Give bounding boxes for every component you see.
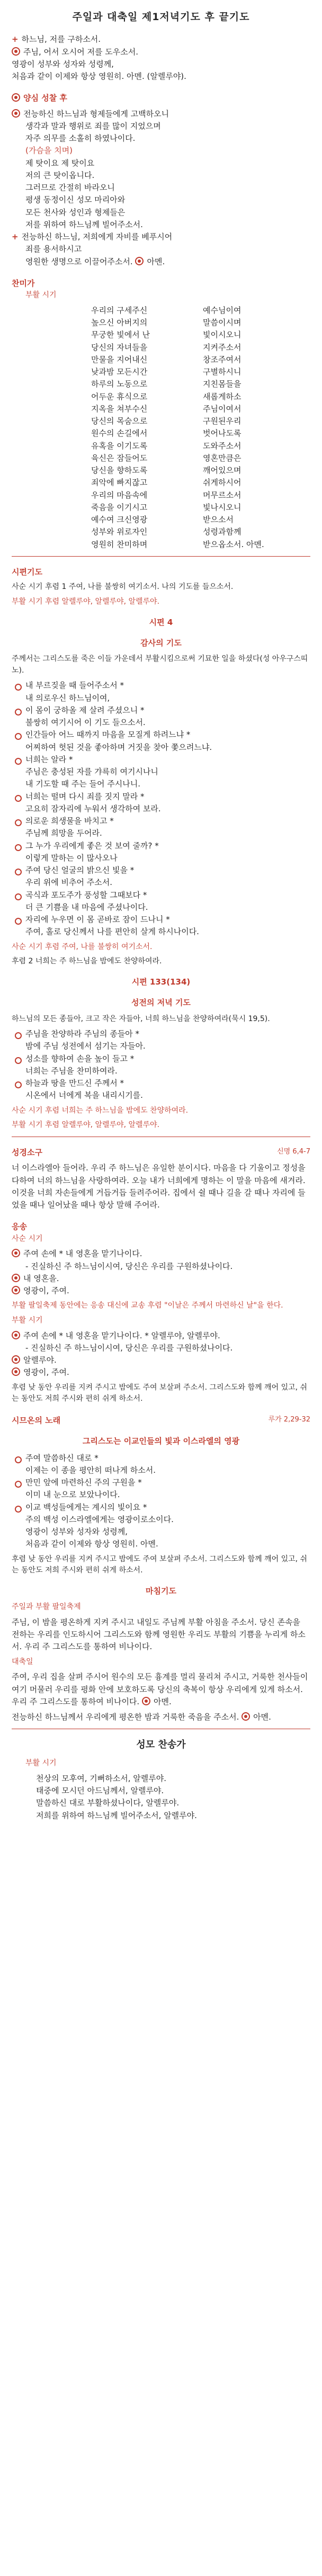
- reading-ref: 신명 6,4-7: [277, 1148, 310, 1156]
- response-icon: [241, 1712, 250, 1721]
- responsory-line: 주여 손에 * 내 영혼을 맡기나이다.: [12, 1248, 310, 1260]
- responsory-line: - 진실하신 주 하느님이시여, 당신은 우리를 구원하셨나이다.: [25, 1261, 233, 1271]
- hymn-line-b: 창조주여서: [203, 354, 241, 364]
- confession-line: 생각과 말과 행위로 죄를 많이 지었으며: [25, 121, 161, 131]
- marian-line: 말씀하신 대로 부활하셨나이다, 알렐루야.: [36, 1798, 180, 1808]
- antiphon-easter: 부활 시기 후렴 알렐루야, 알렐루야, 알렐루야.: [12, 597, 160, 606]
- canticle-verse: 만민 앞에 마련하신 주의 구원을 *: [12, 1477, 310, 1489]
- canticle-label: 시므온의 노래: [12, 1416, 61, 1425]
- responsory-line: 영광이, 주여.: [12, 1285, 310, 1297]
- psalm-section-label: 시편기도: [12, 567, 42, 577]
- hymn-line-b: 지친몸들을: [203, 379, 241, 389]
- hymn-line-a: 원수의 손길에서: [91, 428, 148, 439]
- confession-line: 저의 큰 탓이옵니다.: [25, 170, 95, 180]
- hymn-line-b: 말씀이시며: [203, 318, 241, 328]
- hymn-line-b: 새롭게하소: [203, 391, 241, 401]
- response-icon: [142, 1697, 150, 1705]
- responsory-line: 주여 손에 * 내 영혼을 맡기나이다. * 알렐루야, 알렐루야.: [12, 1330, 310, 1342]
- psalm2-intro: 하느님의 모든 종들아, 크고 작은 자들아, 너희 하느님을 찬양하여라(묵시 19,5).: [12, 1014, 270, 1023]
- psalm-verse: 이렇게 말하는 이 많사오나: [25, 853, 118, 863]
- confession-line: 제 탓이요 제 탓이요: [25, 158, 95, 168]
- marian-line: 태중에 모시던 아드님께서, 알렐루야.: [36, 1786, 164, 1796]
- responsory-lines: [12, 1248, 310, 1297]
- canticle-verse: 처음과 같이 이제와 항상 영원히. 아멘.: [25, 1539, 158, 1549]
- psalm-verse: 주님께 희망을 두어라.: [25, 828, 102, 838]
- psalm-verse: 우리 위에 비추어 주소서.: [25, 878, 112, 888]
- canticle-verse: 주의 백성 이스라엘에게는 영광이로소이다.: [25, 1514, 174, 1524]
- responsory-line: 내 영혼을.: [12, 1273, 310, 1285]
- psalm-verse: 고요히 잠자리에 누워서 생각하여 보라.: [25, 803, 161, 813]
- hymn-line-b: 도와주소서: [203, 441, 241, 451]
- reading-label: 성경소구: [12, 1148, 42, 1158]
- canticle-header: [12, 1415, 310, 1427]
- hymn-line-b: 구원된우리: [203, 416, 241, 426]
- confession-line: 저를 위하여 하느님께 빌어주소서.: [25, 219, 143, 229]
- reading-text: 너 이스라엘아 들어라. 우리 주 하느님은 유일한 분이시다. 마음을 다 기울이고 정성을 다하여 너의 하느님을 사랑하여라. 오늘 내가 너희에게 명하는 이 말을 마음에 새겨라. 이것을 너희 자손들에게 거듭거듭 들려주어라. 집에서 쉴 때나 길을 갈 때나 자리에 들었을 때나 일어났을 때나 항상 말해 주어라.: [12, 1163, 306, 1210]
- hymn-line-b: 성령과함께: [203, 527, 241, 537]
- marian-line: 저희를 위하여 하느님께 빌어주소서, 알렐루야.: [36, 1810, 197, 1820]
- response-icon: [12, 1331, 20, 1339]
- confession-line: 죄를 용서하시고: [25, 244, 82, 254]
- antiphon-2: 후렴 2 너희는 주 하느님을 밤에도 찬양하여라.: [12, 957, 162, 966]
- response-icon: [12, 1286, 20, 1294]
- hymn-line-b: 구별하시니: [203, 367, 241, 377]
- hymn-line-a: 당신을 향하도록: [91, 466, 148, 476]
- confession-line: + 전능하신 하느님, 저희에게 자비를 베푸시어: [12, 232, 173, 242]
- hymn-line-a: 유혹을 이기도록: [91, 441, 148, 451]
- examen-label: 양심 성찰 후: [12, 92, 310, 104]
- hymn-line-a: 지옥을 쳐부수신: [91, 404, 148, 414]
- psalm-intro: 주께서는 그리스도를 죽은 이들 가운데서 부활시킴으로써 기묘한 일을 하셨다(성 아우구스띠노).: [12, 655, 308, 675]
- psalm2-verse: 성소를 향하여 손을 높이 들고 *: [12, 1053, 310, 1065]
- responsory-line: - 진실하신 주 하느님이시여, 당신은 우리를 구원하셨나이다.: [25, 1343, 233, 1353]
- canticle-closing: 후렴 낮 동안 우리를 지켜 주시고 밤에도 주여 보살펴 주소서. 그리스도와 함께 깨어 있고, 쉬는 동안도 저희 주시와 편히 쉬게 하소서.: [12, 1554, 308, 1575]
- canticle-antiphon: 후렴 낮 동안 우리를 지켜 주시고 밤에도 주여 보살펴 주소서. 그리스도와 함께 깨어 있고, 쉬는 동안도 저희 주시와 편히 쉬게 하소서.: [12, 1383, 308, 1403]
- closing-antiphon-2: 사순 시기 후렴 너희는 주 하느님을 밤에도 찬양하여라.: [12, 1106, 189, 1115]
- page-title: 주일과 대축일 제1저녁기도 후 끝기도: [72, 11, 250, 23]
- response-icon: [12, 47, 20, 56]
- psalm-title: 감사의 기도: [140, 638, 182, 648]
- confession-line: 전능하신 하느님과 형제들에게 고백하오니: [12, 108, 310, 120]
- hymn-line-a: 우리의 구세주신: [91, 305, 148, 315]
- response-icon: [135, 257, 144, 265]
- psalm-verse: 내 기도할 때 주는 들어 주시나니.: [25, 779, 140, 789]
- hymn-line-a: 무궁한 빛에서 난: [91, 330, 150, 340]
- psalm-number: 시편 4: [149, 617, 173, 627]
- hymn-line-a: 어두운 휴식으로: [91, 391, 148, 401]
- psalm-verse: 주여 당신 얼굴의 밝으신 빛을 *: [12, 864, 310, 876]
- psalm-verse: 너희는 알라 *: [12, 754, 310, 766]
- opening-line: + 하느님, 저를 구하소서.: [12, 34, 101, 44]
- psalm2-title: 성전의 저녁 기도: [131, 998, 191, 1008]
- marian-line: 천상의 모후여, 기뻐하소서, 알렐루야.: [36, 1773, 166, 1783]
- responsory-easter-lines: [12, 1330, 310, 1379]
- canticle-title: 그리스도는 이교인들의 빛과 이스라엘의 영광: [82, 1436, 240, 1446]
- response-icon: [12, 1249, 20, 1257]
- responsory-line: 알렐루야.: [12, 1354, 310, 1366]
- psalm-verse: 주여, 홀로 당신께서 나를 편안히 살게 하시나이다.: [25, 927, 199, 937]
- hymn-line-b: 받으옵소서. 아멘.: [203, 539, 264, 549]
- hymn-line-a: 만물을 지어내신: [91, 354, 148, 364]
- blessing: 전능하신 하느님께서 우리에게 평온한 밤과 거룩한 죽음을 주소서. 아멘.: [12, 1712, 271, 1722]
- marian-title: 성모 찬송가: [136, 1739, 186, 1751]
- marian-lines: [12, 1773, 310, 1822]
- response-icon: [12, 1274, 20, 1282]
- hymn-line-a: 죽음을 이기시고: [91, 502, 148, 512]
- hymn-line-a: 성부와 위로자인: [91, 527, 148, 537]
- responsory-season: 사순 시기: [12, 1234, 43, 1243]
- hymn-line-b: 예수님이여: [203, 305, 241, 315]
- confession-line: 자주 의무를 소홀히 하였나이다.: [25, 133, 136, 144]
- hymn-line-a: 예수여 크신영광: [91, 515, 148, 525]
- closing-antiphon-3: 부활 시기 후렴 알렐루야, 알렐루야, 알렐루야.: [12, 1121, 160, 1130]
- confession-rubric: (가슴을 치며): [25, 146, 73, 156]
- canticle-verse: 이미 내 눈으로 보았나이다.: [25, 1490, 120, 1500]
- confession: [12, 108, 310, 268]
- canticle-verse: 영광이 성부와 성자와 성령께,: [25, 1527, 128, 1536]
- psalm-verses: [12, 679, 310, 938]
- psalm2-verse: 하늘과 땅을 만드신 주께서 *: [12, 1077, 310, 1089]
- response-icon: [12, 93, 20, 102]
- hymn-line-b: 빛나시오니: [203, 502, 241, 512]
- hymn-line-b: 깨어있으며: [203, 466, 241, 476]
- psalm2-verse: 너희는 주님을 찬미하여라.: [25, 1066, 118, 1076]
- psalm2-verse: 밤에 주님 성전에서 섬기는 자들아.: [25, 1041, 146, 1051]
- opening-line: 처음과 같이 이제와 항상 영원히. 아멘. (알렐루야).: [12, 71, 186, 82]
- reading-header: [12, 1147, 310, 1159]
- opening-line: 영광이 성부와 성자와 성령께,: [12, 59, 114, 69]
- psalm-verse: 곡식과 포도주가 풍성할 그때보다 *: [12, 889, 310, 901]
- psalm-verse: 너희는 떨며 다시 죄를 짓지 말라 *: [12, 791, 310, 803]
- confession-line: 영원한 생명으로 이끌어주소서. 아멘.: [25, 256, 165, 266]
- psalm-verse: 불쌍히 여기시어 이 기도 들으소서.: [25, 718, 146, 728]
- canticle-ref: 루가 2,29-32: [268, 1416, 310, 1424]
- prayer-season: 주일과 부활 팔일축제: [12, 1603, 81, 1612]
- hymn-line-b: 쉬게하시어: [203, 478, 241, 488]
- hymn-line-b: 영혼만큼은: [203, 453, 241, 463]
- hymn-line-a: 영원히 찬미하며: [91, 539, 148, 549]
- responsory-label: 응송: [12, 1222, 27, 1232]
- canticle-verses: [12, 1452, 310, 1551]
- marian-season: 부활 시기: [25, 1759, 57, 1768]
- hymn-line-b: 받으소서: [203, 515, 234, 525]
- canticle-verse: 이제는 이 종을 평안히 떠나게 하소서.: [25, 1465, 156, 1475]
- hymn-line-a: 육신은 잠들어도: [91, 453, 148, 463]
- antiphon-lent: 사순 시기 후렴 1 주여, 나를 불쌍히 여기소서. 나의 기도를 들으소서.: [12, 583, 234, 592]
- responsory-easter-season: 부활 시기: [12, 1316, 43, 1325]
- confession-line: 그러므로 간절히 바라오니: [25, 183, 115, 193]
- hymn-line-a: 당신의 자녀들을: [91, 342, 148, 352]
- hymn-label: 찬미가: [12, 278, 35, 288]
- confession-line: 모든 천사와 성인과 형제들은: [25, 207, 126, 217]
- psalm2-verse: 주님을 찬양하라 주님의 종들아 *: [12, 1028, 310, 1040]
- opening-line: 주님, 어서 오시어 저를 도우소서.: [12, 46, 310, 58]
- closing-antiphon: 사순 시기 후렴 주여, 나를 불쌍히 여기소서.: [12, 942, 153, 951]
- hymn-grid: [12, 305, 310, 551]
- psalm-verse: 내 의로우신 하느님이여,: [25, 693, 110, 703]
- confession-line: 평생 동정이신 성모 마리아와: [25, 195, 126, 205]
- hymn-line-a: 하루의 노동으로: [91, 379, 148, 389]
- prayer-text-2: 주여, 우리 집을 살펴 주시어 원수의 모든 흉계를 멀리 물리쳐 주시고, 거룩한 천사들이 여기 머물러 우리를 평화 안에 보호하도록 당신의 축복이 항상 우리에게 있게 하소서. 우리 주 그리스도를 통하여 비나이다. 아멘.: [12, 1672, 308, 1706]
- psalm-verse: 의로운 희생물을 바치고 *: [12, 815, 310, 827]
- responsory-note: 부활 팔일축제 동안에는 응송 대신에 교송 후렴 "이날은 주께서 마련하신 날"을 한다.: [12, 1301, 283, 1310]
- prayer-text-1: 주님, 이 밤을 평온하게 지켜 주시고 내일도 주님께 부활 아침을 주소서. 당신 존속을 전하는 우리를 인도하시어 그리스도와 함께 영원한 우리도 부활의 기쁨을 누리게 하소서. 우리 주 그리스도를 통하여 비나이다.: [12, 1617, 306, 1652]
- response-icon: [12, 1355, 20, 1364]
- psalm-verse: 주님은 충성된 자를 갸륵히 여기시나니: [25, 767, 158, 777]
- response-icon: [12, 1367, 20, 1376]
- hymn-line-b: 주님이여서: [203, 404, 241, 414]
- hymn-line-a: 낮과밤 모든시간: [91, 367, 148, 377]
- psalm-verse: 이 몸이 궁하올 제 살려 주셨으니 *: [12, 704, 310, 717]
- responsory-line: 영광이, 주여.: [12, 1366, 310, 1379]
- psalm2-verse: 시온에서 너에게 복을 내리시기를.: [25, 1090, 143, 1101]
- response-icon: [12, 109, 20, 118]
- psalm-verse: 내 부르짖을 때 들어주소서 *: [12, 679, 310, 692]
- prayer-season-2: 대축일: [12, 1657, 33, 1666]
- divider: [12, 556, 310, 557]
- hymn-line-a: 우리의 마음속에: [91, 490, 148, 500]
- hymn-line-b: 빛이시오니: [203, 330, 241, 340]
- psalm-verse: 그 누가 우리에게 좋은 것 보여 줄까? *: [12, 840, 310, 852]
- opening-section: [12, 33, 310, 83]
- hymn-line-a: 높으신 아버지의: [91, 318, 148, 328]
- hymn-line-b: 지켜주소서: [203, 342, 241, 352]
- hymn-line-b: 머무르소서: [203, 490, 241, 500]
- cross-icon: +: [12, 34, 19, 44]
- psalm2-verses: [12, 1028, 310, 1102]
- canticle-verse: 주여 말씀하신 대로 *: [12, 1452, 310, 1464]
- hymn-line-a: 당신의 목숨으로: [91, 416, 148, 426]
- psalm-verse: 자리에 누우면 이 몸 곧바로 잠이 드나니 *: [12, 914, 310, 926]
- hymn-line-a: 죄악에 빠지잖고: [91, 478, 148, 488]
- psalm-verse: 어찌하여 헛된 것을 좋아하며 거짓을 찾아 쫓으려느냐.: [25, 742, 212, 752]
- psalm2-number: 시편 133(134): [131, 977, 191, 987]
- cross-icon: +: [12, 232, 19, 242]
- psalm-verse: 인간들아 어느 때까지 마음을 모질게 하려느냐 *: [12, 729, 310, 741]
- hymn-line-b: 벗어나도록: [203, 428, 241, 439]
- canticle-verse: 이교 백성들에게는 계시의 빛이요 *: [12, 1501, 310, 1514]
- hymn-season: 부활 시기: [25, 291, 57, 300]
- psalm-verse: 더 큰 기쁨을 내 마음에 주셨나이다.: [25, 902, 148, 912]
- prayer-label: 마침기도: [146, 1586, 176, 1596]
